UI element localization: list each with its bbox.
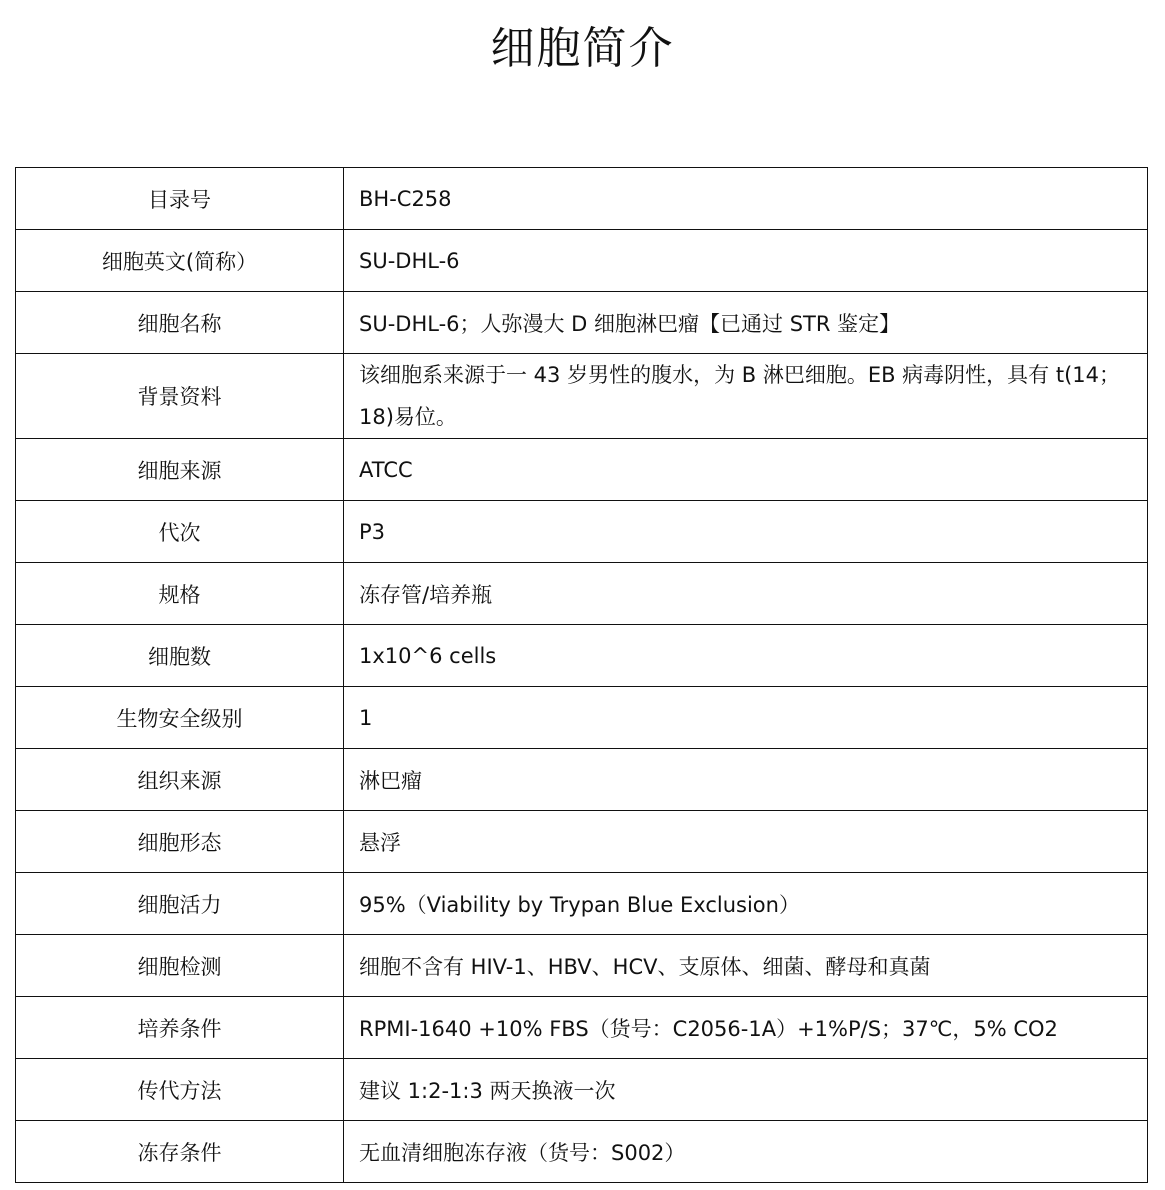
row-value: 该细胞系来源于一 43 岁男性的腹水，为 B 淋巴细胞。EB 病毒阴性，具有 t(14；18)易位。 — [344, 354, 1148, 439]
row-label: 细胞检测 — [16, 935, 344, 997]
row-label: 代次 — [16, 501, 344, 563]
table-row-viability — [16, 873, 1148, 935]
table-row-background — [16, 354, 1148, 439]
table-row-tissue-source — [16, 749, 1148, 811]
row-value: SU-DHL-6；人弥漫大 D 细胞淋巴瘤【已通过 STR 鉴定】 — [344, 292, 1148, 354]
table-row-testing — [16, 935, 1148, 997]
table-row-cell-source — [16, 439, 1148, 501]
row-value: 淋巴瘤 — [344, 749, 1148, 811]
table-row-biosafety-level — [16, 687, 1148, 749]
table-row-subculture-method — [16, 1059, 1148, 1121]
table-row-passage — [16, 501, 1148, 563]
row-label: 细胞活力 — [16, 873, 344, 935]
table-row-morphology — [16, 811, 1148, 873]
row-label: 冻存条件 — [16, 1121, 344, 1183]
row-label: 细胞形态 — [16, 811, 344, 873]
table-row-cell-name — [16, 292, 1148, 354]
row-value: 1 — [344, 687, 1148, 749]
row-label: 背景资料 — [16, 354, 344, 439]
table-row-cell-count — [16, 625, 1148, 687]
row-value: 悬浮 — [344, 811, 1148, 873]
row-label: 传代方法 — [16, 1059, 344, 1121]
row-value: 建议 1:2-1:3 两天换液一次 — [344, 1059, 1148, 1121]
page-title: 细胞简介 — [490, 23, 675, 74]
row-label: 细胞英文(简称） — [16, 230, 344, 292]
cell-info-table — [15, 167, 1148, 1183]
row-value: RPMI-1640 +10% FBS（货号：C2056-1A）+1%P/S；37℃，5% CO2 — [344, 997, 1148, 1059]
row-label: 组织来源 — [16, 749, 344, 811]
row-value: 1x10^6 cells — [344, 625, 1148, 687]
row-label: 生物安全级别 — [16, 687, 344, 749]
row-label: 规格 — [16, 563, 344, 625]
row-label: 细胞来源 — [16, 439, 344, 501]
row-value: 95%（Viability by Trypan Blue Exclusion） — [344, 873, 1148, 935]
row-value: ATCC — [344, 439, 1148, 501]
row-label: 细胞名称 — [16, 292, 344, 354]
table-row-culture-conditions — [16, 997, 1148, 1059]
row-label: 目录号 — [16, 168, 344, 230]
row-label: 培养条件 — [16, 997, 344, 1059]
row-value: P3 — [344, 501, 1148, 563]
row-value: 冻存管/培养瓶 — [344, 563, 1148, 625]
table-row-specification — [16, 563, 1148, 625]
row-value: 无血清细胞冻存液（货号：S002） — [344, 1121, 1148, 1183]
row-label: 细胞数 — [16, 625, 344, 687]
row-value: SU-DHL-6 — [344, 230, 1148, 292]
table-row-catalog-number — [16, 168, 1148, 230]
row-value: 细胞不含有 HIV-1、HBV、HCV、支原体、细菌、酵母和真菌 — [344, 935, 1148, 997]
table-row-cryopreservation — [16, 1121, 1148, 1183]
table-row-english-name — [16, 230, 1148, 292]
row-value: BH-C258 — [344, 168, 1148, 230]
